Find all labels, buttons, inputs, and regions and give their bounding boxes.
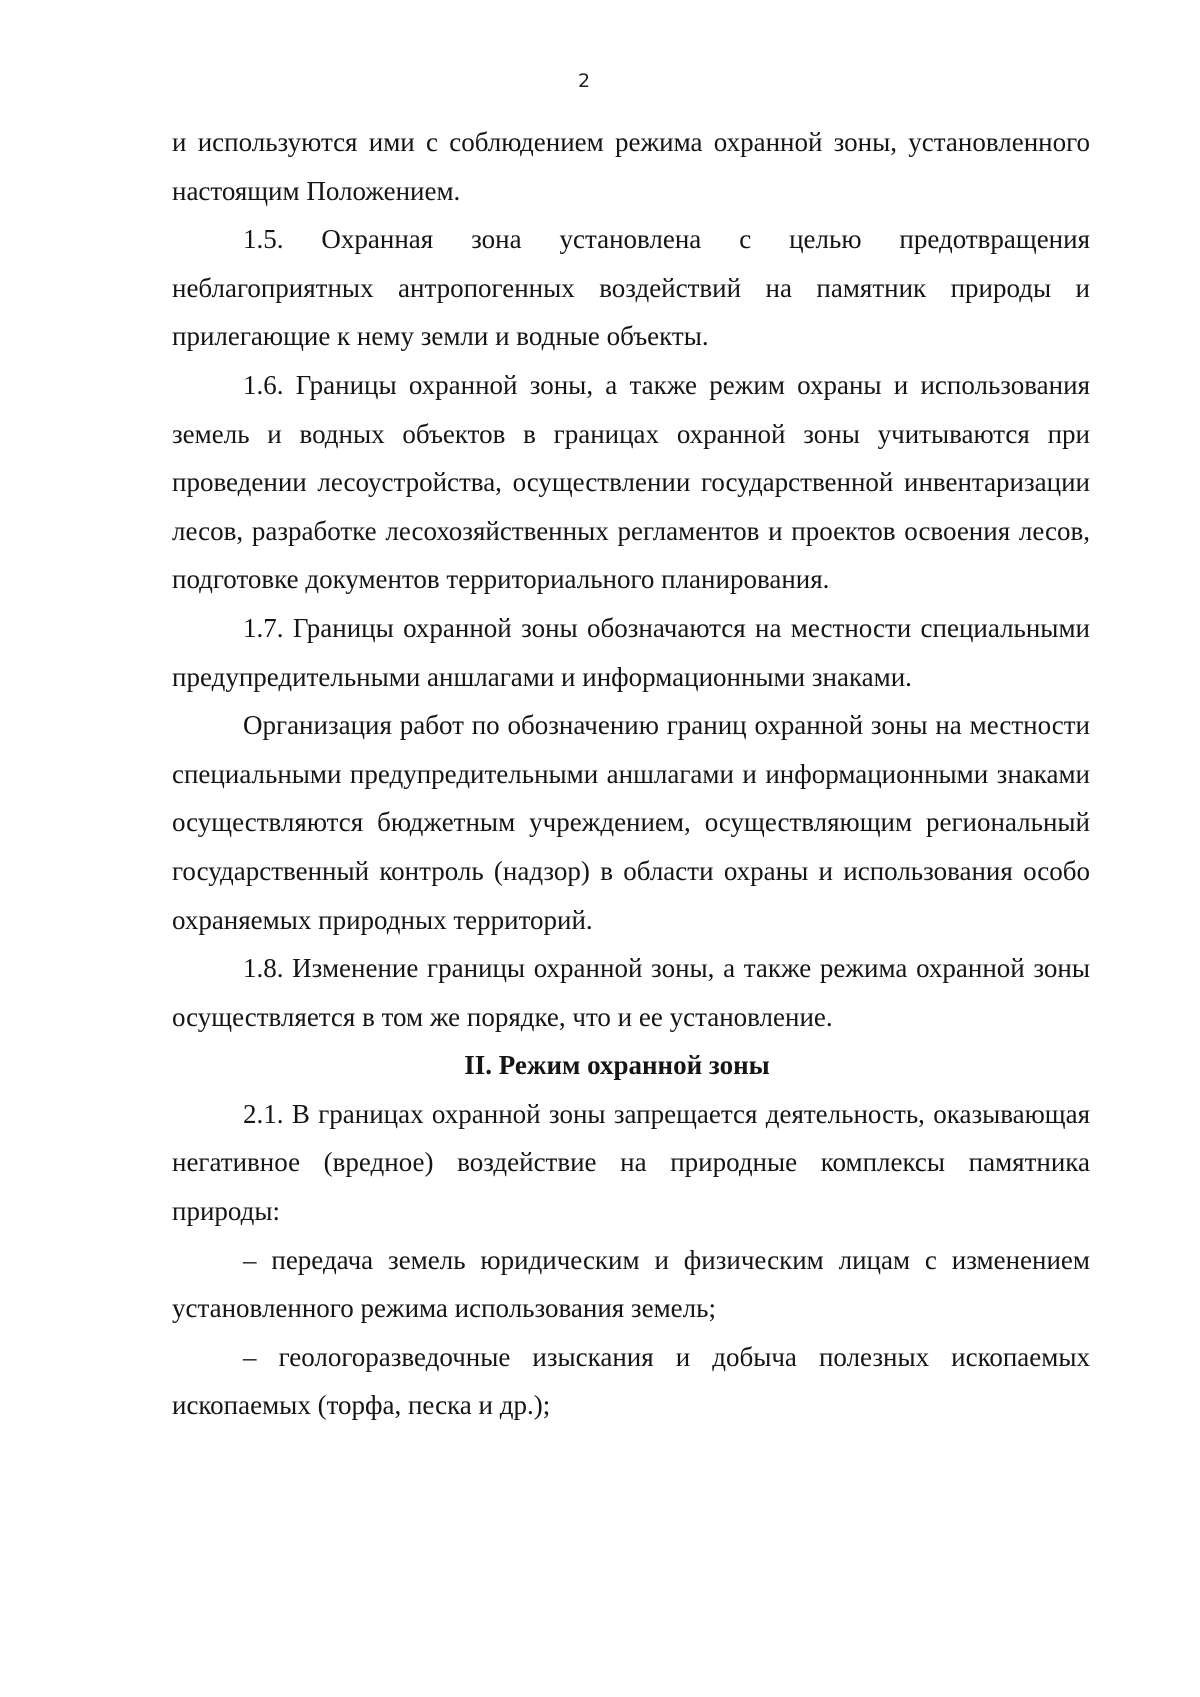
section-heading: II. Режим охранной зоны [464, 1050, 770, 1081]
paragraph-2-1: 2.1. В границах охранной зоны запрещается деятельность, оказывающая негативное (вредное) воздействие на природные комплексы памятника природы: [172, 1098, 1090, 1227]
document-body [172, 118, 1090, 1430]
paragraph-1-7-organization: Организация работ по обозначению границ охранной зоны на местности специальными предупредительными аншлагами и информационными знаками осуществляются бюджетным учреждением, осуществляющим региональный государственный контроль (надзор) в области охраны и использования особо охраняемых природных территорий. [172, 710, 1090, 935]
paragraph-1-5: 1.5. Охранная зона установлена с целью предотвращения неблагоприятных антропогенных воздействий на памятник природы и прилегающие к нему земли и водные объекты. [172, 224, 1090, 352]
list-item: – геологоразведочные изыскания и добыча полезных ископаемых ископаемых (торфа, песка и др.); [172, 1341, 1090, 1421]
paragraph-continuation: и используются ими с соблюдением режима охранной зоны, установленного настоящим Положением. [172, 127, 1090, 206]
paragraph-1-6: 1.6. Границы охранной зоны, а также режим охраны и использования земель и водных объектов в границах охранной зоны учитываются при проведении лесоустройства, осуществлении государственной инвентаризации лесов, разработке лесохозяйственных регламентов и проектов освоения лесов, подготовке документов территориального планирования. [172, 369, 1090, 595]
page-number: 2 [577, 70, 591, 92]
paragraph-1-7: 1.7. Границы охранной зоны обозначаются на местности специальными предупредительными аншлагами и информационными знаками. [172, 612, 1090, 692]
paragraph-1-8: 1.8. Изменение границы охранной зоны, а также режима охранной зоны осуществляется в том же порядке, что и ее установление. [172, 953, 1090, 1032]
list-item: – передача земель юридическим и физическим лицам с изменением установленного режима использования земель; [172, 1244, 1090, 1324]
